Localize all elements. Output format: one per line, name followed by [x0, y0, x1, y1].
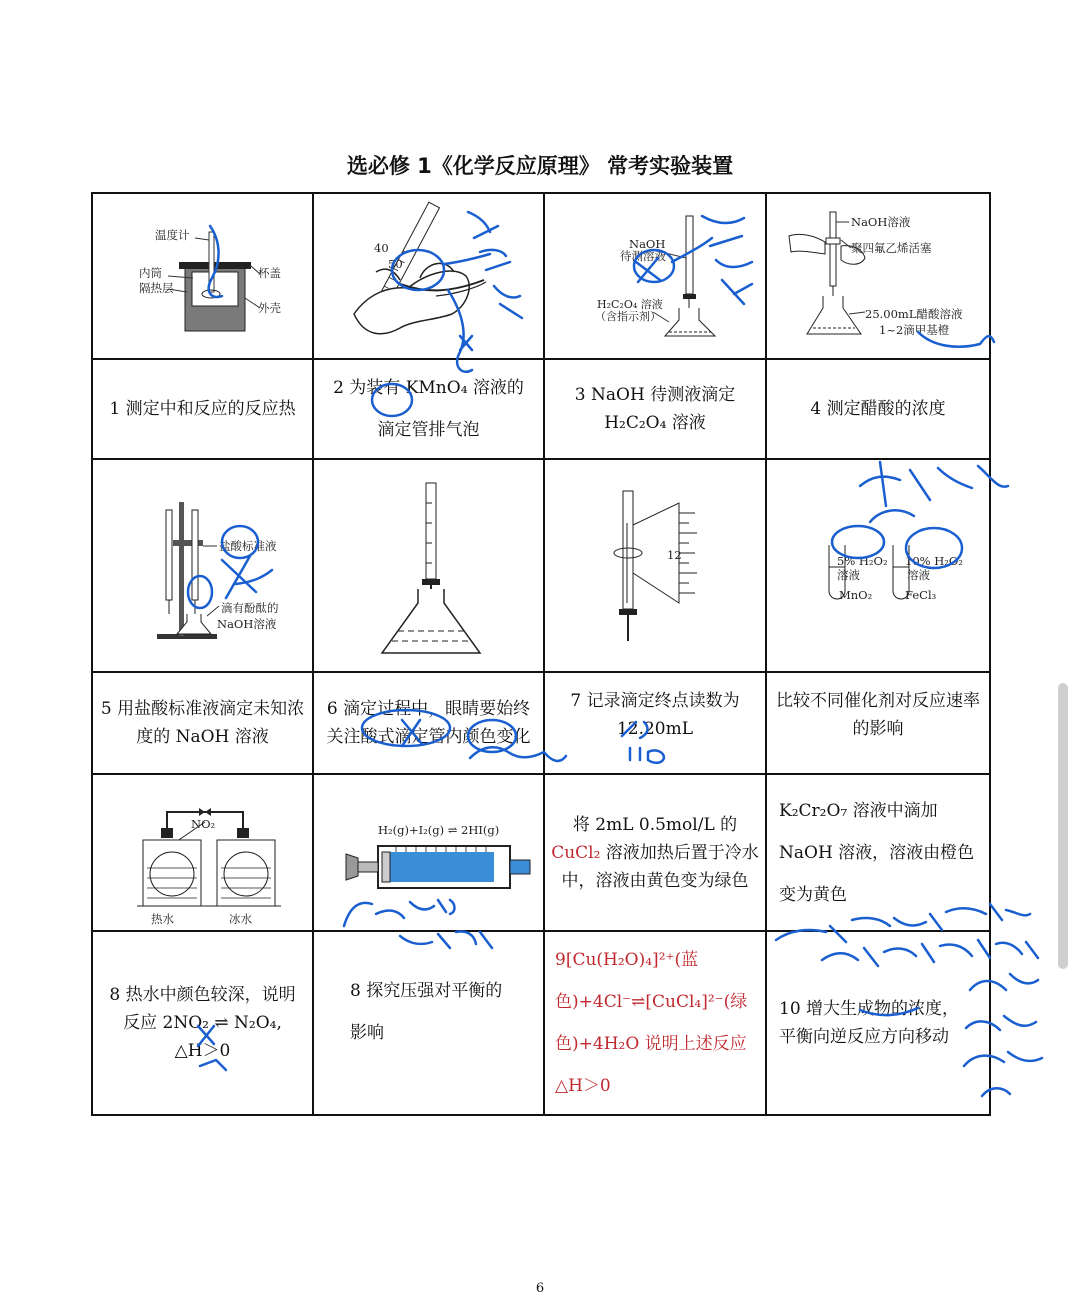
hcl-titration-figure [95, 466, 310, 666]
caption-3: 3 NaOH 待测液滴定 H₂C₂O₄ 溶液 [544, 359, 766, 459]
label-no2: NO₂ [191, 816, 216, 831]
svg-text:50: 50 [388, 257, 403, 271]
figure-cell-syringe [313, 774, 544, 931]
label-mno2: MnO₂ [839, 588, 873, 602]
figure-cell-burette-reading [544, 459, 766, 672]
label-ice-water: 冰水 [229, 911, 252, 926]
label-methyl-orange: 1~2滴甲基橙 [879, 323, 950, 337]
caption-12: K₂Cr₂O₇ 溶液中滴加 NaOH 溶液，溶液由橙色 变为黄色 [766, 774, 990, 931]
caption-15: 9[Cu(H₂O)₄]²⁺(蓝 色)+4Cl⁻⇌[CuCl₄]²⁻(绿 色)+4H₂O 说明上述反应 △H＞0 [544, 931, 766, 1115]
figure-cell-hcl-titration [92, 459, 313, 672]
label-inner-cup: 内筒 [139, 266, 162, 280]
label-naoh-unknown: NaOH溶液 [217, 616, 277, 631]
burette-flask-figure [316, 463, 541, 668]
figure-cell-calorimeter [92, 193, 313, 359]
caption-2: 2 为装有 KMnO₄ 溶液的 滴定管排气泡 [313, 359, 544, 459]
label-h2o2-10: 10% H₂O₂ [905, 554, 963, 568]
page-title: 选必修 1《化学反应原理》 常考实验装置 [346, 154, 734, 178]
caption-6: 6 滴定过程中，眼睛要始终关注酸式滴定管内颜色变化 [313, 672, 544, 774]
figure-cell-catalyst [766, 459, 990, 672]
caption-13: 8 热水中颜色较深，说明 反应 2NO₂ ⇌ N₂O₄, △H＞0 [92, 931, 313, 1115]
label-naoh-solution: NaOH溶液 [851, 215, 911, 229]
label-insulation: 隔热层 [139, 281, 174, 295]
caption-11: 将 2mL 0.5mol/L 的 CuCl₂ 溶液加热后置于冷水中，溶液由黄色变为绿色 [544, 774, 766, 931]
label-shell: 外壳 [258, 301, 281, 315]
caption-14: 8 探究压强对平衡的 影响 [313, 931, 544, 1115]
figure-cell-burette-bubble [313, 193, 544, 359]
label-hcl-standard: 盐酸标准液 [219, 538, 277, 553]
caption-1: 1 测定中和反应的反应热 [92, 359, 313, 459]
label-hi-equation: H₂(g)+I₂(g) ⇌ 2HI(g) [378, 822, 500, 837]
label-solution-right: 溶液 [907, 568, 930, 582]
label-naoh: NaOH [629, 237, 666, 251]
label-oxalic: H₂C₂O₄ 溶液 [597, 298, 663, 311]
label-fecl3: FeCl₃ [905, 588, 937, 602]
label-acetic-acid: 25.00mL醋酸溶液 [865, 307, 963, 321]
experiment-table [91, 192, 991, 1116]
burette-bubble-figure [316, 196, 541, 356]
label-solution-left: 溶液 [837, 568, 860, 582]
syringe-figure [316, 778, 541, 928]
page-number: 6 [535, 1281, 545, 1296]
label-phenolphthalein: 滴有酚酞的 [221, 600, 279, 615]
label-hot-water: 热水 [151, 911, 174, 926]
caption-7: 7 记录滴定终点读数为 12.20mL [544, 672, 766, 774]
label-naoh-sample: 待测溶液 [620, 249, 666, 263]
figure-cell-burette-flask [313, 459, 544, 672]
figure-cell-naoh-titration [544, 193, 766, 359]
caption-4: 4 测定醋酸的浓度 [766, 359, 990, 459]
svg-text:12: 12 [667, 548, 682, 562]
label-indicator: （含指示剂） [595, 310, 661, 323]
caption-5: 5 用盐酸标准液滴定未知浓度的 NaOH 溶液 [92, 672, 313, 774]
figure-cell-no2-equilibrium [92, 774, 313, 931]
no2-equilibrium-figure [95, 778, 310, 928]
calorimeter-figure [95, 196, 310, 356]
acetic-titration-figure [769, 196, 987, 356]
naoh-titration-figure [547, 196, 763, 356]
label-thermometer: 温度计 [155, 228, 190, 242]
burette-reading-figure [547, 463, 763, 668]
catalyst-figure [769, 463, 987, 668]
figure-cell-acetic-titration [766, 193, 990, 359]
label-lid: 杯盖 [258, 266, 281, 280]
label-h2o2-5: 5% H₂O₂ [837, 554, 888, 568]
caption-16: 10 增大生成物的浓度， 平衡向逆反应方向移动 [766, 931, 990, 1115]
label-ptfe-valve: 聚四氟乙烯活塞 [851, 241, 932, 255]
svg-text:40: 40 [374, 241, 389, 255]
caption-8: 比较不同催化剂对反应速率的影响 [766, 672, 990, 774]
scrollbar[interactable] [1058, 683, 1068, 969]
